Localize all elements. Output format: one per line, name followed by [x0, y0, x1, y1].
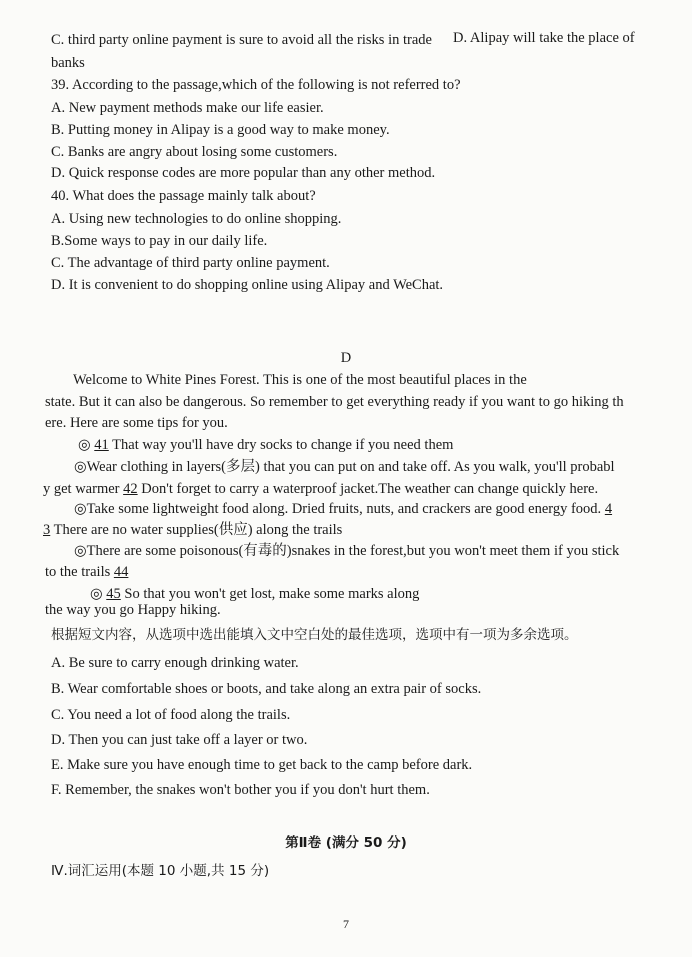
q40-option-a: A. Using new technologies to do online shopping.	[51, 211, 342, 227]
choice-c: C. You need a lot of food along the trails.	[51, 707, 291, 723]
blank-41: 41	[94, 437, 109, 453]
instruction-text: 根据短文内容，从选项中选出能填入文中空白处的最佳选项，选项中有一项为多余选项。	[51, 627, 578, 643]
section-title: Ⅳ.词汇运用(本题 10 小题,共 15 分)	[51, 863, 270, 879]
tip-2-line-1: ◎Wear clothing in layers(多层) that you can put on and take off. As you walk, you'll probabl	[74, 459, 615, 475]
page-number: 7	[343, 917, 349, 931]
tip-3-suffix: There are no water supplies(供应) along the trails	[53, 522, 343, 538]
tip-3-line-1	[74, 500, 612, 518]
tip-1	[78, 436, 453, 454]
volume-title: 第Ⅱ卷 (满分 50 分)	[285, 835, 407, 851]
tip-4-line-1: ◎There are some poisonous(有毒的)snakes in the forest,but you won't meet them if you stick	[74, 543, 620, 559]
tip-2-prefix: y get warmer	[43, 481, 120, 497]
tip-3-line-2	[43, 521, 342, 539]
blank-45: 45	[106, 586, 121, 602]
tip-2-suffix: Don't forget to carry a waterproof jacket.The weather can change quickly here.	[141, 481, 599, 497]
q39-option-a: A. New payment methods make our life easier.	[51, 100, 324, 116]
choice-d: D. Then you can just take off a layer or two.	[51, 732, 308, 748]
tip-5-line-2: the way you go Happy hiking.	[45, 602, 221, 618]
q39-option-c: C. Banks are angry about losing some customers.	[51, 144, 338, 160]
q40-option-d: D. It is convenient to do shopping online using Alipay and WeChat.	[51, 277, 444, 293]
tip-1-text: That way you'll have dry socks to change if you need them	[112, 437, 454, 453]
q39-stem: 39. According to the passage,which of the following is not referred to?	[51, 77, 461, 93]
q40-stem: 40. What does the passage mainly talk about?	[51, 188, 316, 204]
q40-option-c: C. The advantage of third party online payment.	[51, 255, 330, 271]
q39-option-b: B. Putting money in Alipay is a good way to make money.	[51, 122, 390, 138]
blank-43-part-1: 4	[604, 501, 613, 517]
tip-mark-icon: ◎	[78, 437, 91, 453]
blank-44: 44	[113, 564, 129, 580]
passage-intro-line-1: Welcome to White Pines Forest. This is one of the most beautiful places in the	[73, 372, 527, 388]
passage-heading: D	[340, 350, 352, 366]
choice-b: B. Wear comfortable shoes or boots, and take along an extra pair of socks.	[51, 681, 482, 697]
blank-42: 42	[123, 481, 138, 497]
choice-a: A. Be sure to carry enough drinking water.	[51, 655, 299, 671]
blank-43-part-2: 3	[43, 522, 51, 538]
q38-option-d: D. Alipay will take the place of	[453, 30, 635, 46]
tip-3-text: ◎Take some lightweight food along. Dried fruits, nuts, and crackers are good energy food.	[74, 501, 602, 517]
passage-intro-line-2: state. But it can also be dangerous. So remember to get everything ready if you want to go hiking th	[45, 394, 624, 410]
q40-option-b: B.Some ways to pay in our daily life.	[51, 233, 268, 249]
tip-mark-icon: ◎	[90, 586, 103, 602]
choice-e: E. Make sure you have enough time to get back to the camp before dark.	[51, 757, 473, 773]
tip-2-line-2	[43, 480, 598, 498]
tip-4-line-2	[45, 563, 128, 581]
q38-option-c: C. third party online payment is sure to avoid all the risks in trade	[51, 32, 432, 48]
tip-4-prefix: to the trails	[45, 564, 111, 580]
choice-f: F. Remember, the snakes won't bother you if you don't hurt them.	[51, 782, 430, 798]
tip-5-text: So that you won't get lost, make some marks along	[124, 586, 420, 602]
q38-option-d-continued: banks	[51, 55, 85, 71]
q39-option-d: D. Quick response codes are more popular than any other method.	[51, 165, 436, 181]
passage-intro-line-3: ere. Here are some tips for you.	[45, 415, 228, 431]
